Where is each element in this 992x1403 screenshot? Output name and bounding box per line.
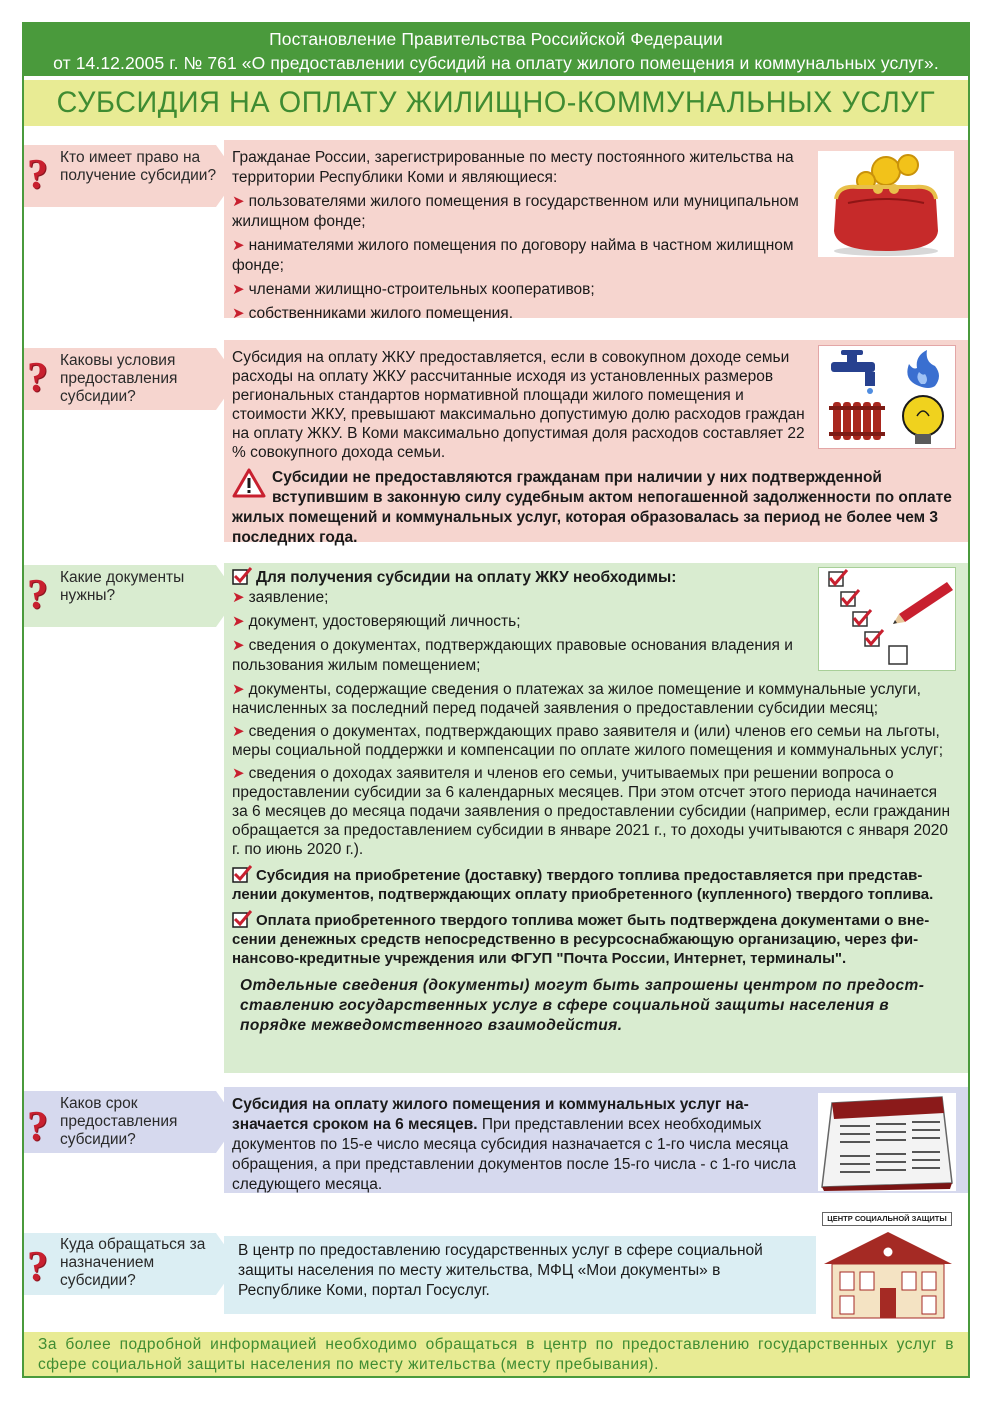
answer-where — [224, 1236, 816, 1314]
decree-line-1: Постановление Правительства Российской Федерации — [269, 29, 723, 49]
conditions-text: Субсидия на оплату ЖКУ предоставляется, если в совокупном доходе семьи расходы на оплату ЖКУ рассчитанные исходя из установленных размеров региональных стандартов нормативной площади жилого помещения и стоимости ЖКУ, превышают максимально допустимую долю расходов граждан на оплату ЖКУ. В Коми максимально допустимая доля расходов составляет 22 % совокупного дохода семьи. — [232, 349, 805, 461]
documents-heading: Для получения субсидии на оплату ЖКУ необходимы: — [232, 567, 818, 588]
list-item: ➤ членами жилищно-строительных кооперативов; — [232, 281, 595, 298]
utilities-icons — [818, 345, 956, 449]
arrow-bullet-icon: ➤ — [232, 613, 245, 630]
question-who — [24, 145, 238, 207]
question-mark-icon: ? — [27, 1104, 48, 1150]
checkbox-checked-icon — [232, 567, 252, 585]
list-item: ➤ документы, содержащие сведения о платежах за жилое помещение и коммунальные услуги, начисленных за последний перед подачей заявления о предоставлении субсидии месяц; — [232, 681, 921, 717]
documents-note-1: Субсидия на приобретение (доставку) твердого топлива предоставляется при представлении документов, подтверждающих оплату приобретенного (купленного) твердого топлива. — [232, 867, 934, 903]
footer-info: За более подробной информацией необходимо обращаться в центр по предоставлению государственных услуг в сфере социальной защиты населения по месту жительства (месту пребывания). — [24, 1332, 968, 1376]
arrow-bullet-icon: ➤ — [232, 237, 245, 254]
list-item: ➤ документ, удостоверяющий личность; — [232, 613, 521, 630]
tap-icon — [831, 350, 875, 394]
question-who-text: Кто имеет право на получение субсидии? — [60, 149, 217, 184]
question-conditions-text: Каковы условия предоставления субсидии? — [60, 352, 178, 405]
checkbox-checked-icon — [232, 865, 252, 883]
calendar-icon — [818, 1093, 956, 1191]
flame-icon — [907, 350, 939, 388]
term-text — [232, 1095, 810, 1195]
question-documents — [24, 565, 238, 627]
warning-icon — [232, 468, 266, 498]
list-item: ➤ сведения о документах, подтверждающих право заявителя и (или) членов его семьи на льготы, меры социальной поддержки и компенсации по оплате жилого помещения и коммунальных услуг; — [232, 723, 944, 759]
documents-note-3: Отдельные сведения (документы) могут быть запрошены центром по предостставлению государственных услуг в сфере социальной защиты населения в порядке межведомственного взаимодейстия. — [240, 977, 924, 1034]
house-icon — [820, 1210, 956, 1322]
checklist-pencil-icon — [818, 567, 956, 671]
title-bar — [24, 80, 968, 126]
list-item: ➤ пользователями жилого помещения в государственном или муниципальном жилищном фонде; — [232, 193, 799, 230]
question-term — [24, 1091, 238, 1153]
question-where-text: Куда обращаться за назначением субсидии? — [60, 1236, 206, 1289]
arrow-bullet-icon: ➤ — [232, 765, 245, 782]
page-title: СУБСИДИЯ НА ОПЛАТУ ЖИЛИЩНО-КОММУНАЛЬНЫХ УСЛУГ — [56, 86, 936, 119]
list-item: ➤ сведения о доходах заявителя и членов его семьи, учитываемых при решении вопроса о предоставлении субсидии за 6 календарных месяцев. При этом отсчет этого периода начинается за 6 месяцев до месяца подачи заявления о предоставлении субсидии (например, если гражданин обращается за предоставлением субсидии в январе 2021 г., то доходы учитываются с января 2020 г. по июнь 2020 г.). — [232, 765, 951, 858]
arrow-bullet-icon: ➤ — [232, 589, 245, 606]
question-mark-icon: ? — [27, 1244, 48, 1290]
wallet-coins-icon — [818, 151, 954, 257]
radiator-icon — [829, 402, 885, 440]
list-item: ➤ нанимателями жилого помещения по договору найма в частном жилищном фонде; — [232, 237, 794, 274]
arrow-bullet-icon: ➤ — [232, 681, 245, 698]
question-documents-text: Какие документы нужны? — [60, 569, 185, 604]
question-mark-icon: ? — [27, 152, 48, 198]
list-item: ➤ сведения о документах, подтверждающих правовые основания владения и пользования жилым помещением; — [232, 637, 793, 674]
question-mark-icon: ? — [27, 572, 48, 618]
decree-header — [24, 24, 968, 76]
list-item: ➤ заявление; — [232, 589, 329, 606]
term-detail: При представлении всех необходимых документов по 15-е число месяца субсидия назначается с 1-го числа месяца обращения, а при представлении документов после 15-го числа - с 1-го числа следующего месяца. — [232, 1116, 797, 1193]
term-bold: Субсидия на оплату жилого помещения и коммунальных услуг назначается сроком на 6 месяцев. — [232, 1096, 749, 1133]
checkbox-checked-icon — [232, 910, 252, 928]
question-conditions — [24, 348, 238, 410]
arrow-bullet-icon: ➤ — [232, 637, 245, 654]
arrow-bullet-icon: ➤ — [232, 723, 245, 740]
arrow-bullet-icon: ➤ — [232, 305, 245, 322]
documents-note-2: Оплата приобретенного твердого топлива может быть подтверждена документами о внесении денежных средств непосредственно в ресурсоснабжающую организацию, через финансово-кредитные учреждения или ФГУП "Почта России, Интернет, терминалы". — [232, 912, 930, 967]
question-mark-icon: ? — [27, 355, 48, 401]
answer-who-intro: Гражданае России, зарегистрированные по месту постоянного жительства на территории Республики Коми и являющиеся: — [232, 149, 794, 186]
arrow-bullet-icon: ➤ — [232, 281, 245, 298]
decree-line-2: от 14.12.2005 г. № 761 «О предоставлении субсидий на оплату жилого помещения и коммунальных услуг». — [53, 53, 939, 73]
conditions-warning: Субсидии не предоставляются гражданам при наличии у них подтвержденной вступившим в законную силу судебным актом непогашенной задолженности по оплате жилых помещений и коммунальных услуг, которая образовалась за период не более чем 3 последних года. — [232, 469, 952, 546]
question-term-text: Каков срок предоставления субсидии? — [60, 1095, 178, 1148]
list-item: ➤ собственниками жилого помещения. — [232, 305, 514, 322]
social-center-sign: ЦЕНТР СОЦИАЛЬНОЙ ЗАЩИТЫ — [822, 1212, 952, 1226]
light-bulb-icon — [903, 396, 943, 444]
arrow-bullet-icon: ➤ — [232, 193, 245, 210]
where-text: В центр по предоставлению государственных услуг в сфере социальной защиты населения по месту жительства, МФЦ «Мои документы» в Республике Коми, портал Госуслуг. — [238, 1242, 763, 1299]
question-where — [24, 1233, 238, 1295]
